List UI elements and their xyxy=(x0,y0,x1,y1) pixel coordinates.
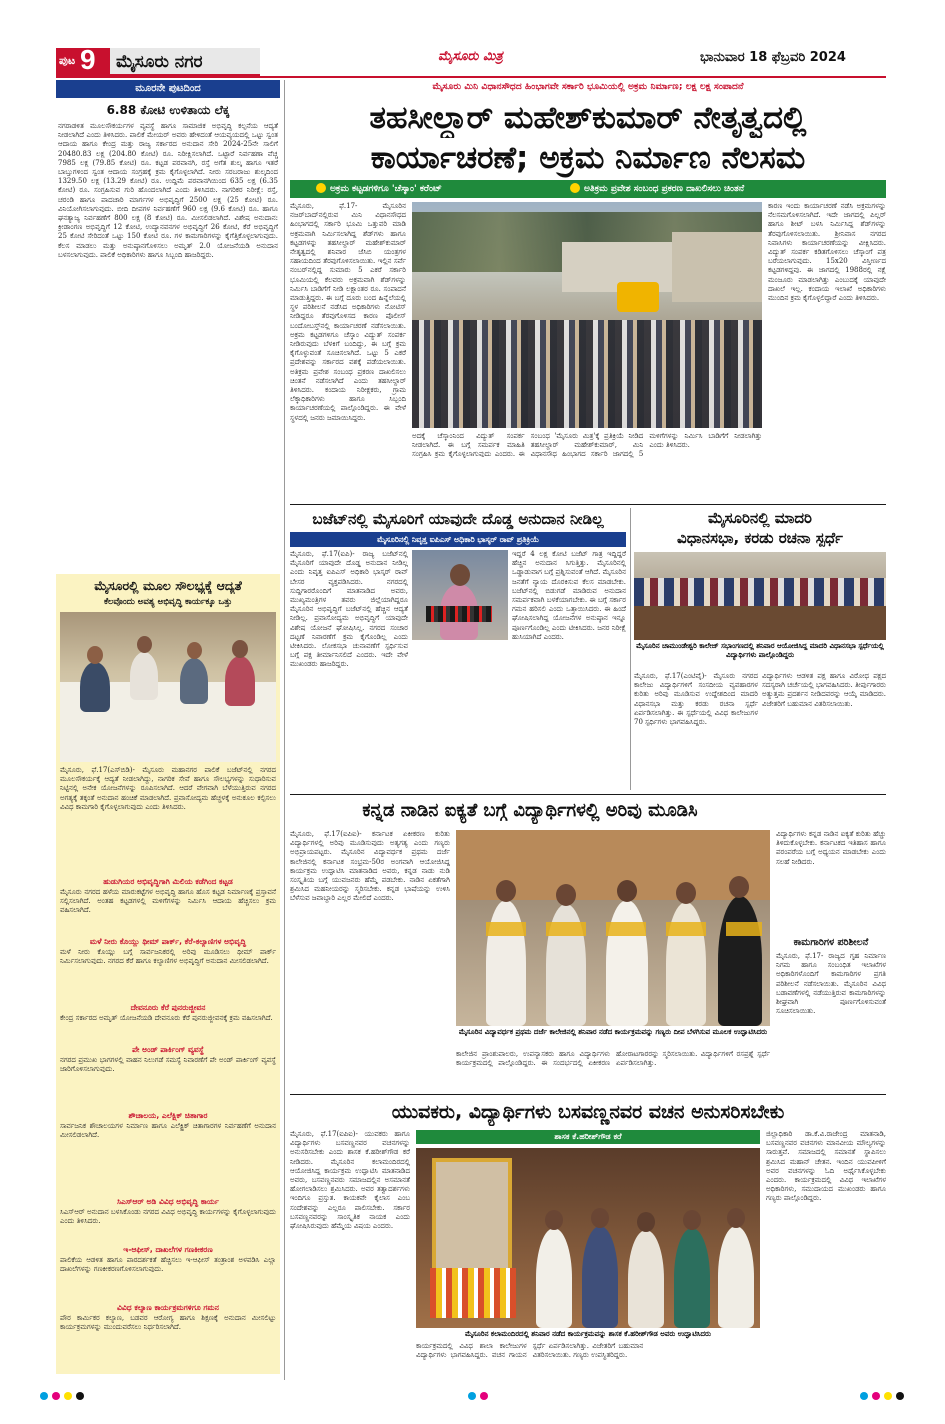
budget-story xyxy=(290,508,626,790)
basavanna-story xyxy=(290,1098,886,1380)
infra-body: ಮೈಸೂರು, ಫೆ.17(ಎಸ್‌ಬಿಡಿ)- ಮೈಸೂರು ಮಹಾನಗರ ಪಾಲಿಕೆ ಬಜೆಟ್‌ನಲ್ಲಿ ನಗರದ ಮೂಲಸೌಕರ್ಯಕ್ಕೆ ಆದ್ಯತೆ ನೀಡಲಾಗಿದ್ದು, ನಾಗರಿಕ ಸೇವೆ ಹಾಗೂ ಸೌಲಭ್ಯಗಳನ್ನು ಸುಧಾರಿಸುವ ನಿಟ್ಟಿನಲ್ಲಿ ಅನೇಕ ಯೋಜನೆಗಳನ್ನು ರೂಪಿಸಲಾಗಿದೆ. ಆದರೆ ವೇಗವಾಗಿ ಬೆಳೆಯುತ್ತಿರುವ ನಗರದ ಅಗತ್ಯಕ್ಕೆ ತಕ್ಕಂತೆ ಅನುದಾನ ಹಂಚಿಕೆ ಮಾಡಲಾಗಿದೆ. ಪ್ರವಾಸೋದ್ಯಮ ಹೆಚ್ಚಳಕ್ಕೆ ಅನುಕೂಲ ಕಲ್ಪಿಸಲು ವಿವಿಧ ಕಾಮಗಾರಿ ಕೈಗೊಳ್ಳಲಾಗುವುದು ಎಂದು ತಿಳಿಸಿದರು. xyxy=(60,766,276,811)
hall-desks xyxy=(634,604,886,640)
section-name: ಮೈಸೂರು ನಗರ xyxy=(116,52,203,72)
kannada-body-b: ಕಾಲೇಜಿನ ಪ್ರಾಂಶುಪಾಲರು, ಉಪನ್ಯಾಸಕರು ಹಾಗೂ ವಿದ್ಯಾರ್ಥಿಗಳು ಕಾರ್ಯಕ್ರಮದಲ್ಲಿ ಪಾಲ್ಗೊಂಡಿದ್ದರು. ಈ ಸಂದರ್ಭದಲ್ಲಿ ಏಕೀಕರಣ ಹೋರಾಟಗಾರರನ್ನು ಸ್ಮರಿಸಲಾಯಿತು. ವಿದ್ಯಾರ್ಥಿಗಳಿಗೆ ರಸಪ್ರಶ್ನೆ ಸ್ಪರ್ಧೆ ಏರ್ಪಡಿಸಲಾಗಿತ್ತು. xyxy=(456,1050,770,1068)
basavanna-body: ಮೈಸೂರು, ಫೆ.17(ಐಪಿಐ)- ಯುವಕರು ಹಾಗೂ ವಿದ್ಯಾರ್ಥಿಗಳು ಬಸವಣ್ಣನವರ ವಚನಗಳನ್ನು ಅನುಸರಿಸಬೇಕು ಎಂದು ಶಾಸಕ ಕೆ.ಹರೀಶ್‌ಗೌಡ ಕರೆ ನೀಡಿದರು. ಮೈಸೂರಿನ ಕಲಾಮಂದಿರದಲ್ಲಿ ಆಯೋಜಿಸಿದ್ದ ಕಾರ್ಯಕ್ರಮ ಉದ್ಘಾಟಿಸಿ ಮಾತನಾಡಿದ ಅವರು, ಬಸವಣ್ಣನವರು ಸಮಾಜದಲ್ಲಿನ ಅಸಮಾನತೆ ಹೋಗಲಾಡಿಸಲು ಶ್ರಮಿಸಿದರು. ಅವರ ತತ್ವಾದರ್ಶಗಳು ಇಂದಿಗೂ ಪ್ರಸ್ತುತ. ಕಾಯಕವೇ ಕೈಲಾಸ ಎಂಬ ಸಂದೇಶವನ್ನು ಎಲ್ಲರೂ ಪಾಲಿಸಬೇಕು. ಸರ್ಕಾರ ಬಸವಣ್ಣನವರನ್ನು ಸಾಂಸ್ಕೃತಿಕ ನಾಯಕ ಎಂದು ಘೋಷಿಸಿರುವುದು ಹೆಮ್ಮೆಯ ವಿಷಯ ಎಂದರು. xyxy=(290,1130,410,1231)
column-rule-mid xyxy=(630,508,631,790)
masthead xyxy=(0,0,945,76)
sub-body-1: ಮೈಸೂರು ನಗರದ ಹಳೆಯ ಮಾರುಕಟ್ಟೆಗಳ ಅಭಿವೃದ್ಧಿ ಹಾಗೂ ಹೊಸ ಕಟ್ಟಡ ನಿರ್ಮಾಣಕ್ಕೆ ಪ್ರಸ್ತಾವನೆ ಸಲ್ಲಿಸಲಾಗಿದೆ. ಅಂತಹ ಕಟ್ಟಡಗಳಲ್ಲಿ ಮಳಿಗೆಗಳನ್ನು ನಿರ್ಮಿಸಿ ಆದಾಯ ಹೆಚ್ಚಿಸಲು ಕ್ರಮ ವಹಿಸಲಾಗಿದೆ. xyxy=(60,888,276,915)
lead-bullet-1: ಅಕ್ರಮ ಕಟ್ಟಡಗಳಿಗೂ 'ಚೆಸ್ಕಾಂ' ಕರೆಂಟ್ xyxy=(330,184,442,194)
kannada-body: ಮೈಸೂರು, ಫೆ.17(ಐಪಿಐ)- ಕರ್ನಾಟಕ ಏಕೀಕರಣ ಕುರಿತು ವಿದ್ಯಾರ್ಥಿಗಳಲ್ಲಿ ಅರಿವು ಮೂಡಿಸುವುದು ಅತ್ಯಗತ್ಯ ಎಂದು ಗಣ್ಯರು ಅಭಿಪ್ರಾಯಪಟ್ಟರು. ಮೈಸೂರಿನ ವಿದ್ಯಾವರ್ಧಕ ಪ್ರಥಮ ದರ್ಜೆ ಕಾಲೇಜಿನಲ್ಲಿ ಕರ್ನಾಟಕ ಸಂಭ್ರಮ-50ರ ಅಂಗವಾಗಿ ಆಯೋಜಿಸಿದ್ದ ಕಾರ್ಯಕ್ರಮ ಉದ್ಘಾಟಿಸಿ ಮಾತನಾಡಿದ ಅವರು, ಕನ್ನಡ ನಾಡು ನುಡಿ ಸಂಸ್ಕೃತಿಯ ಬಗ್ಗೆ ಯುವಜನರು ಹೆಮ್ಮೆ ಪಡಬೇಕು. ನಾಡಿನ ಏಕತೆಗಾಗಿ ಶ್ರಮಿಸಿದ ಮಹನೀಯರನ್ನು ಸ್ಮರಿಸಬೇಕು. ಕನ್ನಡ ಭಾಷೆಯನ್ನು ಉಳಿಸಿ ಬೆಳೆಸುವ ಜವಾಬ್ದಾರಿ ಎಲ್ಲರ ಮೇಲಿದೆ ಎಂದರು. xyxy=(290,830,450,903)
model-caption: ಮೈಸೂರಿನ ಚಾಮುಂಡೇಶ್ವರಿ ಕಾಲೇಜ್ ಸಭಾಂಗಣದಲ್ಲಿ ಶನಿವಾರ ಆಯೋಜಿಸಿದ್ದ ಮಾದರಿ ವಿಧಾನಸಭಾ ಸ್ಪರ್ಧೆಯಲ್ಲಿ ವಿದ್ಯಾರ್ಥಿಗಳು ಪಾಲ್ಗೊಂಡಿದ್ದರು xyxy=(636,642,884,659)
sub-body-5: ಸಾರ್ವಜನಿಕ ಶೌಚಾಲಯಗಳ ನಿರ್ಮಾಣ ಹಾಗೂ ಎಲೆಕ್ಟ್ರಿಕ್ ಚಿತಾಗಾರಗಳ ನಿರ್ವಹಣೆಗೆ ಅನುದಾನ ಮೀಸಲಿಡಲಾಗಿದೆ. xyxy=(60,1122,276,1140)
sub-title-1: ಹುಡುಗಿಯರ ಅಭಿವೃದ್ಧಿಗಾಗಿ ಮಿಲಿಯ ಕಡೆಗಿಂದ ಕಟ್ಟಡ xyxy=(103,877,233,886)
bullet-dot-1 xyxy=(316,183,326,193)
lead-right-body: ಕಾರಣ ಇಂದು ಕಾರ್ಯಾಚರಣೆ ನಡೆಸಿ ಅಕ್ರಮಗಳನ್ನು ನೆಲಸಮಗೊಳಿಸಲಾಗಿದೆ. ಇದೇ ಜಾಗದಲ್ಲಿ ಪಿಲ್ಲರ್ ಹಾಗೂ ಶೀಟ್ ಬಳಸಿ ನಿರ್ಮಿಸಿದ್ದ ಶೆಡ್‌ಗಳನ್ನು ತೆರವುಗೊಳಿಸಲಾಯಿತು. ಶ್ರೀನಿವಾಸ ನಗರದ ನಿವಾಸಿಗಳು ಕಾರ್ಯಾಚರಣೆಯನ್ನು ವೀಕ್ಷಿಸಿದರು. ವಿದ್ಯುತ್ ಸಂಪರ್ಕ ಕಡಿತಗೊಳಿಸಲು ಚೆಸ್ಕಾಂಗೆ ಪತ್ರ ಬರೆಯಲಾಗುವುದು. 15x20 ವಿಸ್ತೀರ್ಣದ ಕಟ್ಟಡಗಳಿದ್ದವು. ಈ ಜಾಗದಲ್ಲಿ 1988ರಲ್ಲಿ ನಕ್ಷೆ ಮಂಜೂರು ಮಾಡಲಾಗಿತ್ತು ಎಂಬುದಕ್ಕೆ ಯಾವುದೇ ದಾಖಲೆ ಇಲ್ಲ. ಕಂದಾಯ ಇಲಾಖೆ ಅಧಿಕಾರಿಗಳು ಮುಂದಿನ ಕ್ರಮ ಕೈಗೊಳ್ಳಲಿದ್ದಾರೆ ಎಂದು ತಿಳಿಸಿದರು. xyxy=(768,202,886,303)
sub-title-8: ವಿವಿಧ ಕಲ್ಯಾಣ ಕಾರ್ಯಕ್ರಮಗಳಿಗೂ ಗಮನ xyxy=(117,1303,219,1312)
lead-kicker: ಮೈಸೂರು ಮಿನಿ ವಿಧಾನಸೌಧದ ಹಿಂಭಾಗವೇ ಸರ್ಕಾರಿ ಭೂಮಿಯಲ್ಲಿ ಅಕ್ರಮ ನಿರ್ಮಾಣ; ಲಕ್ಷ ಲಕ್ಷ ಸಂಪಾದನೆ xyxy=(432,81,744,92)
sub-body-3: ಕೇಂದ್ರ ಸರ್ಕಾರದ ಅಮೃತ್ ಯೋಜನೆಯಡಿ ದೇವನೂರು ಕೆರೆ ಪುನರುಜ್ಜೀವನಕ್ಕೆ ಕ್ರಮ ವಹಿಸಲಾಗಿದೆ. xyxy=(60,1014,273,1022)
basavanna-right-body: ಜಿಲ್ಲಾಧಿಕಾರಿ ಡಾ.ಕೆ.ವಿ.ರಾಜೇಂದ್ರ ಮಾತನಾಡಿ, ಬಸವಣ್ಣನವರ ವಚನಗಳು ಮಾನವೀಯ ಮೌಲ್ಯಗಳನ್ನು ಸಾರುತ್ತವೆ. ಸಮಾಜದಲ್ಲಿ ಸಮಾನತೆ ಸ್ಥಾಪಿಸಲು ಶ್ರಮಿಸಿದ ಮಹಾನ್ ಚೇತನ. ಇಂದಿನ ಯುವಪೀಳಿಗೆ ಅವರ ವಚನಗಳನ್ನು ಓದಿ ಅರ್ಥೈಸಿಕೊಳ್ಳಬೇಕು ಎಂದರು. ಕಾರ್ಯಕ್ರಮದಲ್ಲಿ ವಿವಿಧ ಇಲಾಖೆಗಳ ಅಧಿಕಾರಿಗಳು, ಸಮುದಾಯದ ಮುಖಂಡರು ಹಾಗೂ ಗಣ್ಯರು ಪಾಲ್ಗೊಂಡಿದ್ದರು. xyxy=(766,1130,886,1203)
works-review-body: ಮೈಸೂರು, ಫೆ.17- ರಾಜ್ಯದ ಗೃಹ ನಿರ್ಮಾಣ ನಿಗಮ ಹಾಗೂ ಸಂಬಂಧಿತ ಇಲಾಖೆಗಳ ಅಧಿಕಾರಿಗಳೊಂದಿಗೆ ಕಾಮಗಾರಿಗಳ ಪ್ರಗತಿ ಪರಿಶೀಲನೆ ನಡೆಸಲಾಯಿತು. ಮೈಸೂರಿನ ವಿವಿಧ ಬಡಾವಣೆಗಳಲ್ಲಿ ನಡೆಯುತ್ತಿರುವ ಕಾಮಗಾರಿಗಳನ್ನು ಶೀಘ್ರವಾಗಿ ಪೂರ್ಣಗೊಳಿಸುವಂತೆ ಸೂಚಿಸಲಾಯಿತು. xyxy=(776,952,886,1016)
lead-bullet-2: ಅತಿಕ್ರಮ ಪ್ರವೇಶ ಸಂಬಂಧ ಪ್ರಕರಣ ದಾಖಲಿಸಲು ಚಿಂತನೆ xyxy=(584,184,745,194)
model-headline-1: ಮೈಸೂರಿನಲ್ಲಿ ಮಾದರಿ xyxy=(708,509,812,527)
sub-title-2: ಮಳೆ ನೀರು ಕೊಯ್ಲು ಥೀಮ್ ಪಾರ್ಕ್, ಕೆರೆ-ಕಲ್ಯಾಣಿಗಳ ಅಭಿವೃದ್ಧಿ xyxy=(89,937,247,946)
microphones xyxy=(426,606,492,622)
works-review-title: ಕಾಮಗಾರಿಗಳ ಪರಿಶೀಲನೆ xyxy=(793,937,869,948)
issue-date: ಭಾನುವಾರ 18 ಫೆಬ್ರವರಿ 2024 xyxy=(700,50,846,65)
kannada-unity-story xyxy=(290,798,886,1092)
kannada-right-body: ವಿದ್ಯಾರ್ಥಿಗಳು ಕನ್ನಡ ನಾಡಿನ ಐಕ್ಯತೆ ಕುರಿತು ಹೆಚ್ಚು ತಿಳಿದುಕೊಳ್ಳಬೇಕು. ಕರ್ನಾಟಕದ ಇತಿಹಾಸ ಹಾಗೂ ಪರಂಪರೆಯ ಬಗ್ಗೆ ಅಧ್ಯಯನ ಮಾಡಬೇಕು ಎಂದು ಸಲಹೆ ನೀಡಿದರು. xyxy=(776,830,886,866)
lead-headline-2: ಕಾರ್ಯಾಚರಣೆ; ಅಕ್ರಮ ನಿರ್ಮಾಣ ನೆಲಸಮ xyxy=(370,140,806,176)
students-row xyxy=(634,578,886,606)
sub-title-3: ದೇವನೂರು ಕೆರೆ ಪುನರುಜ್ಜೀವನ xyxy=(130,1003,206,1012)
infra-subhead: ಕೆಲವೊಂದು ಅವಶ್ಯ ಅಭಿವೃದ್ಧಿ ಕಾರ್ಯಕ್ಕೂ ಒತ್ತು xyxy=(103,597,233,607)
model-body: ಮೈಸೂರು, ಫೆ.17(ಎಂಟಿವೈ)- ಮೈಸೂರು ನಗರದ ಕಾಲೇಜು ವಿದ್ಯಾರ್ಥಿಗಳಿಗೆ ಸಂಸದೀಯ ವ್ಯವಹಾರಗಳ ಕುರಿತು ಅರಿವು ಮೂಡಿಸುವ ಉದ್ದೇಶದಿಂದ ಮಾದರಿ ವಿಧಾನಸಭಾ ಮತ್ತು ಕರಡು ರಚನಾ ಸ್ಪರ್ಧೆ ಏರ್ಪಡಿಸಲಾಗಿತ್ತು. ಈ ಸ್ಪರ್ಧೆಯಲ್ಲಿ ವಿವಿಧ ಕಾಲೇಜುಗಳ 70 ಸ್ಪರ್ಧಿಗಳು ಭಾಗವಹಿಸಿದ್ದರು. xyxy=(634,672,758,727)
crowd xyxy=(412,320,762,428)
sub-title-5: ಶೌಚಾಲಯ, ಎಲೆಕ್ಟ್ರಿಕ್ ಚಿತಾಗಾರ xyxy=(128,1111,208,1120)
page-number: 9 xyxy=(80,44,96,75)
kannada-headline: ಕನ್ನಡ ನಾಡಿನ ಐಕ್ಯತೆ ಬಗ್ಗೆ ವಿದ್ಯಾರ್ಥಿಗಳಲ್ಲಿ ಅರಿವು ಮೂಡಿಸಿ xyxy=(362,800,698,821)
basavanna-subhead: ಶಾಸಕ ಕೆ.ಹರೀಶ್‌ಗೌಡ ಕರೆ xyxy=(416,1130,760,1144)
building-right xyxy=(672,232,762,302)
basavanna-headline: ಯುವಕರು, ವಿದ್ಯಾರ್ಥಿಗಳು ಬಸವಣ್ಣನವರ ವಚನ ಅನುಸರಿಸಬೇಕು xyxy=(391,1101,785,1123)
continued-label: ಮೂರನೇ ಪುಟದಿಂದ xyxy=(56,80,280,98)
paper-name: ಮೈಸೂರು ಮಿತ್ರ xyxy=(438,49,503,64)
continued-body: ನಗರಾಡಳಿತ ಮೂಲಸೌಕರ್ಯಗಳ ವ್ಯವಸ್ಥೆ ಹಾಗೂ ಸಾಮಾಜಿಕ ಅಭಿವೃದ್ಧಿ ಕಲ್ಪನೆಯ ಆದ್ಯತೆ ನೀಡಲಾಗಿದೆ ಎಂದು ತಿಳಿಸಿದರು. ಪಾಲಿಕೆ ಮೇಯರ್ ಅವರು ಹೇಳಿದಂತೆ ಆಯವ್ಯಯದಲ್ಲಿ ಒಟ್ಟು ಸ್ವಂತ ಆದಾಯ ಹಾಗೂ ಕೇಂದ್ರ ಮತ್ತು ರಾಜ್ಯ ಸರ್ಕಾರದ ಅನುದಾನ ಸೇರಿ 2024-25ನೇ ಸಾಲಿಗೆ 20480.83 ಲಕ್ಷ (204.80 ಕೋಟಿ) ರೂ. ನಿರೀಕ್ಷಿಸಲಾಗಿದೆ. ಒಟ್ಟಾರೆ ನಿರ್ವಹಣಾ ವೆಚ್ಚ 7985 ಲಕ್ಷ (79.85 ಕೋಟಿ) ರೂ. ಕಟ್ಟಡ ಪರವಾನಗಿ, ರಸ್ತೆ ಅಗೆತ ಶುಲ್ಕ ಹಾಗೂ ಇತರೆ ಬಾಬ್ತುಗಳಿಂದ ಸ್ವಂತ ಆದಾಯ ಸಂಗ್ರಹಕ್ಕೆ ಕ್ರಮ ಕೈಗೊಳ್ಳಲಾಗಿದೆ. ನೀರು ಸರಬರಾಜು ಶುಲ್ಕದಿಂದ 1329.50 ಲಕ್ಷ (13.29 ಕೋಟಿ) ರೂ. ಉದ್ದಿಮೆ ಪರವಾನಗಿಯಿಂದ 635 ಲಕ್ಷ (6.35 ಕೋಟಿ) ರೂ. ಸಂಗ್ರಹಿಸುವ ಗುರಿ ಹೊಂದಲಾಗಿದೆ ಎಂದು ತಿಳಿಸಿದರು. ನಾಗರಿಕರ ನಿರೀಕ್ಷೆ: ರಸ್ತೆ, ಚರಂಡಿ ಹಾಗೂ ಪಾದಚಾರಿ ಮಾರ್ಗಗಳ ಅಭಿವೃದ್ಧಿಗೆ 2500 ಲಕ್ಷ (25 ಕೋಟಿ) ರೂ. ವಿನಿಯೋಗಿಸಲಾಗುವುದು. ಬೀದಿ ದೀಪಗಳ ನಿರ್ವಹಣೆಗೆ 960 ಲಕ್ಷ (9.6 ಕೋಟಿ) ರೂ. ಹಾಗೂ ಘನತ್ಯಾಜ್ಯ ನಿರ್ವಹಣೆಗೆ 800 ಲಕ್ಷ (8 ಕೋಟಿ) ರೂ. ಮೀಸಲಿಡಲಾಗಿದೆ. ವಿಶೇಷ ಅನುದಾನ: ಕ್ರೀಡಾಂಗಣ ಅಭಿವೃದ್ಧಿಗೆ 12 ಕೋಟಿ, ಉದ್ಯಾನವನಗಳ ಅಭಿವೃದ್ಧಿಗೆ 26 ಕೋಟಿ, ಕೆರೆ ಅಭಿವೃದ್ಧಿಗೆ 25 ಕೋಟಿ ಸೇರಿದಂತೆ ಒಟ್ಟು 150 ಕೋಟಿ ರೂ. ಗಳ ಕಾಮಗಾರಿಗಳನ್ನು ಕೈಗೆತ್ತಿಕೊಳ್ಳಲಾಗುವುದು. ಕೆಲಸ ಮಾಡಲು ಮತ್ತು ಅನುಷ್ಠಾನಗೊಳಿಸಲು ಅಮೃತ್ 2.0 ಯೋಜನೆಯಡಿ ಅನುದಾನ ಬಳಸಲಾಗುವುದು. ಪಾಲಿಕೆ ಅಧಿಕಾರಿಗಳು ಹಾಗೂ ಸಿಬ್ಬಂದಿ ಹಾಜರಿದ್ದರು. xyxy=(58,122,278,259)
scarves xyxy=(486,922,762,936)
press-meet-photo xyxy=(412,550,508,640)
left-column xyxy=(56,80,280,1380)
jcb-excavator xyxy=(617,282,659,312)
model-assembly-story xyxy=(634,508,886,790)
kannada-caption: ಮೈಸೂರಿನ ವಿದ್ಯಾವರ್ಧಕ ಪ್ರಥಮ ದರ್ಜೆ ಕಾಲೇಜಿನಲ್ಲಿ ಶನಿವಾರ ನಡೆದ ಕಾರ್ಯಕ್ರಮವನ್ನು ಗಣ್ಯರು ದೀಪ ಬೆಳಗಿಸುವ ಮೂಲಕ ಉದ್ಘಾಟಿಸಿದರು xyxy=(458,1028,768,1036)
infra-headline: ಮೈಸೂರಲ್ಲಿ ಮೂಲ ಸೌಲಭ್ಯಕ್ಕೆ ಆದ್ಯತೆ xyxy=(94,578,242,593)
model-headline-2: ವಿಧಾನಸಭಾ, ಕರಡು ರಚನಾ ಸ್ಪರ್ಧೆ xyxy=(677,529,843,547)
model-body-b: ವಿದ್ಯಾರ್ಥಿಗಳು ಆಡಳಿತ ಪಕ್ಷ ಹಾಗೂ ವಿರೋಧ ಪಕ್ಷದ ಸದಸ್ಯರಾಗಿ ಚರ್ಚೆಯಲ್ಲಿ ಭಾಗವಹಿಸಿದರು. ತೀರ್ಪುಗಾರರು ಅತ್ಯುತ್ತಮ ಪ್ರದರ್ಶನ ನೀಡಿದವರನ್ನು ಆಯ್ಕೆ ಮಾಡಿದರು. ವಿಜೇತರಿಗೆ ಬಹುಮಾನ ವಿತರಿಸಲಾಯಿತು. xyxy=(762,672,886,708)
color-registration-marks xyxy=(0,1384,945,1404)
sub-title-6: ಸಿಎಸ್‌ಆರ್ ಅಡಿ ವಿವಿಧ ಅಭಿವೃದ್ಧಿ ಕಾರ್ಯ xyxy=(117,1197,219,1206)
lead-story xyxy=(290,78,886,502)
flower-garlands xyxy=(430,1268,516,1318)
budget-subhead: ಮೈಸೂರಿನಲ್ಲಿ ನಿವೃತ್ತ ಐಪಿಎಸ್ ಅಧಿಕಾರಿ ಭಾಸ್ಕರ್ ರಾವ್ ಪ್ರತಿಕ್ರಿಯೆ xyxy=(290,532,626,547)
budget-headline: ಬಜೆಟ್‌ನಲ್ಲಿ ಮೈಸೂರಿಗೆ ಯಾವುದೇ ದೊಡ್ಡ ಅನುದಾನ ನೀಡಿಲ್ಲ xyxy=(312,510,604,528)
demolition-photo xyxy=(412,202,762,428)
lead-bottom-rule xyxy=(290,504,886,505)
column-rule-left xyxy=(284,80,285,1380)
budget-body-b: ಇದ್ದರೆ 4 ಲಕ್ಷ ಕೋಟಿ ಬಜೆಟ್ ಗಾತ್ರ ಇದ್ದಿದ್ದರೆ ಹೆಚ್ಚಿನ ಅನುದಾನ ಸಿಗುತ್ತಿತ್ತು. ಮೈಸೂರಿನಲ್ಲಿ ಒಡ್ಡಾಡುವಾಗ ಬಗ್ಗೆ ಪ್ರಶ್ನಿಸುವಂತೆ ಆಗಿದೆ. ಮೈಸೂರಿನ ಜನತೆಗೆ ನ್ಯಾಯ ದೊರಕಿಸುವ ಕೆಲಸ ಮಾಡಬೇಕು. ಬಜೆಟ್‌ನಲ್ಲಿ ಬಿಡುಗಡೆ ಮಾಡಿರುವ ಅನುದಾನ ಸಮರ್ಪಕವಾಗಿ ಬಳಕೆಯಾಗಬೇಕು. ಈ ಬಗ್ಗೆ ಸರ್ಕಾರ ಗಮನ ಹರಿಸಲಿ ಎಂದು ಒತ್ತಾಯಿಸಿದರು. ಈ ಹಿಂದೆ ಘೋಷಿಸಲಾಗಿದ್ದ ಯೋಜನೆಗಳ ಅನುಷ್ಠಾನ ಇನ್ನೂ ಪೂರ್ಣಗೊಂಡಿಲ್ಲ ಎಂದು ಟೀಕಿಸಿದರು. ಜನರ ನಿರೀಕ್ಷೆ ಹುಸಿಯಾಗಿದೆ ಎಂದರು. xyxy=(512,550,626,641)
lower-rule xyxy=(290,1094,886,1095)
basavanna-body-b: ಕಾರ್ಯಕ್ರಮದಲ್ಲಿ ವಿವಿಧ ಶಾಲಾ ಕಾಲೇಜುಗಳ ವಿದ್ಯಾರ್ಥಿಗಳು ಭಾಗವಹಿಸಿದ್ದರು. ವಚನ ಗಾಯನ ಸ್ಪರ್ಧೆ ಏರ್ಪಡಿಸಲಾಗಿತ್ತು. ವಿಜೇತರಿಗೆ ಬಹುಮಾನ ವಿತರಿಸಲಾಯಿತು. ಗಣ್ಯರು ಉಪಸ್ಥಿತರಿದ್ದರು. xyxy=(416,1342,644,1360)
sub-title-7: ಇ-ಆಫೀಸ್, ದಾಖಲೆಗಳ ಗಣಕೀಕರಣ xyxy=(123,1245,213,1254)
meeting-photo xyxy=(60,612,276,762)
bullet-dot-2 xyxy=(570,183,580,193)
assembly-hall-photo xyxy=(634,552,886,640)
basavanna-caption: ಮೈಸೂರಿನ ಕಲಾಮಂದಿರದಲ್ಲಿ ಶನಿವಾರ ನಡೆದ ಕಾರ್ಯಕ್ರಮವನ್ನು ಶಾಸಕ ಕೆ.ಹರೀಶ್‌ಗೌಡ ಅವರು ಉದ್ಘಾಟಿಸಿದರು xyxy=(465,1330,711,1338)
basavanna-event-photo xyxy=(416,1148,760,1328)
sub-title-4: ಪೇ ಅಂಡ್ ಪಾರ್ಕಿಂಗ್ ವ್ಯವಸ್ಥೆ xyxy=(132,1045,204,1054)
budget-body: ಮೈಸೂರು, ಫೆ.17(ಐಪಿ)- ರಾಜ್ಯ ಬಜೆಟ್‌ನಲ್ಲಿ ಮೈಸೂರಿಗೆ ಯಾವುದೇ ದೊಡ್ಡ ಅನುದಾನ ನೀಡಿಲ್ಲ ಎಂದು ನಿವೃತ್ತ ಐಪಿಎಸ್ ಅಧಿಕಾರಿ ಭಾಸ್ಕರ್ ರಾವ್ ಬೇಸರ ವ್ಯಕ್ತಪಡಿಸಿದರು. ನಗರದಲ್ಲಿ ಸುದ್ದಿಗಾರರೊಂದಿಗೆ ಮಾತನಾಡಿದ ಅವರು, ಮುಖ್ಯಮಂತ್ರಿಗಳ ತವರು ಜಿಲ್ಲೆಯಾಗಿದ್ದರೂ ಮೈಸೂರಿನ ಅಭಿವೃದ್ಧಿಗೆ ಬಜೆಟ್‌ನಲ್ಲಿ ಹೆಚ್ಚಿನ ಆದ್ಯತೆ ನೀಡಿಲ್ಲ. ಪ್ರವಾಸೋದ್ಯಮ ಅಭಿವೃದ್ಧಿಗೆ ಯಾವುದೇ ವಿಶೇಷ ಯೋಜನೆ ಘೋಷಿಸಿಲ್ಲ. ನಗರದ ಸಂಚಾರ ದಟ್ಟಣೆ ನಿವಾರಣೆಗೆ ಕ್ರಮ ಕೈಗೊಂಡಿಲ್ಲ ಎಂದು ಟೀಕಿಸಿದರು. ಲೋಕಸಭಾ ಚುನಾವಣೆಗೆ ಸ್ಪರ್ಧಿಸುವ ಬಗ್ಗೆ ಪಕ್ಷ ತೀರ್ಮಾನಿಸಲಿದೆ ಎಂದರು. ಇದೇ ವೇಳೆ ಮುಖಂಡರು ಹಾಜರಿದ್ದರು. xyxy=(290,550,408,669)
continued-title: 6.88 ಕೋಟಿ ಉಳಿತಾಯ ಲೆಕ್ಕ xyxy=(106,103,230,117)
sub-body-8: ಪೌರ ಕಾರ್ಮಿಕರ ಕಲ್ಯಾಣ, ಬಡವರ ಆರೋಗ್ಯ ಹಾಗೂ ಶಿಕ್ಷಣಕ್ಕೆ ಅನುದಾನ ಮೀಸಲಿಟ್ಟು ಕಾರ್ಯಕ್ರಮಗಳನ್ನು ಮುಂದುವರೆಸಲು ನಿರ್ಧರಿಸಲಾಗಿದೆ. xyxy=(60,1314,276,1332)
lead-body: ಮೈಸೂರು, ಫೆ.17- ಮೈಸೂರಿನ ನಜರ್‌ಬಾದ್‌ನಲ್ಲಿರುವ ಮಿನಿ ವಿಧಾನಸೌಧದ ಹಿಂಭಾಗದಲ್ಲಿ ಸರ್ಕಾರಿ ಭೂಮಿ ಒತ್ತುವರಿ ಮಾಡಿ ಅಕ್ರಮವಾಗಿ ನಿರ್ಮಿಸಲಾಗಿದ್ದ ಶೆಡ್‌ಗಳು ಹಾಗೂ ಕಟ್ಟಡಗಳನ್ನು ತಹಸೀಲ್ದಾರ್ ಮಹೇಶ್‌ಕುಮಾರ್ ನೇತೃತ್ವದಲ್ಲಿ ಶನಿವಾರ ಜೆಸಿಬಿ ಯಂತ್ರಗಳ ಸಹಾಯದಿಂದ ತೆರವುಗೊಳಿಸಲಾಯಿತು. ಇಲ್ಲಿನ ಸರ್ವೆ ನಂಬರ್‌ನಲ್ಲಿದ್ದ ಸುಮಾರು 5 ಎಕರೆ ಸರ್ಕಾರಿ ಭೂಮಿಯಲ್ಲಿ ಕೆಲವರು ಅಕ್ರಮವಾಗಿ ಶೆಡ್‌ಗಳನ್ನು ನಿರ್ಮಿಸಿ ಬಾಡಿಗೆಗೆ ನೀಡಿ ಲಕ್ಷಾಂತರ ರೂ. ಸಂಪಾದನೆ ಮಾಡುತ್ತಿದ್ದರು. ಈ ಬಗ್ಗೆ ದೂರು ಬಂದ ಹಿನ್ನೆಲೆಯಲ್ಲಿ ಸ್ಥಳ ಪರಿಶೀಲನೆ ನಡೆಸಿದ ಅಧಿಕಾರಿಗಳು ನೋಟಿಸ್ ನೀಡಿದ್ದರೂ ತೆರವುಗೊಳಿಸದ ಕಾರಣ ಪೊಲೀಸ್ ಬಂದೋಬಸ್ತ್‌ನಲ್ಲಿ ಕಾರ್ಯಾಚರಣೆ ನಡೆಸಲಾಯಿತು. ಅಕ್ರಮ ಕಟ್ಟಡಗಳಿಗೂ ಚೆಸ್ಕಾಂ ವಿದ್ಯುತ್ ಸಂಪರ್ಕ ನೀಡಿರುವುದು ಬೆಳಕಿಗೆ ಬಂದಿದ್ದು, ಈ ಬಗ್ಗೆ ಕ್ರಮ ಕೈಗೊಳ್ಳುವಂತೆ ಸೂಚಿಸಲಾಗಿದೆ. ಒಟ್ಟು 5 ಎಕರೆ ಪ್ರದೇಶವನ್ನು ಸರ್ಕಾರದ ವಶಕ್ಕೆ ಪಡೆಯಲಾಯಿತು. ಅತಿಕ್ರಮ ಪ್ರವೇಶ ಸಂಬಂಧ ಪ್ರಕರಣ ದಾಖಲಿಸಲು ಚಿಂತನೆ ನಡೆಸಲಾಗಿದೆ ಎಂದು ತಹಸೀಲ್ದಾರ್ ತಿಳಿಸಿದರು. ಕಂದಾಯ ನಿರೀಕ್ಷಕರು, ಗ್ರಾಮ ಲೆಕ್ಕಾಧಿಕಾರಿಗಳು ಹಾಗೂ ಸಿಬ್ಬಂದಿ ಕಾರ್ಯಾಚರಣೆಯಲ್ಲಿ ಪಾಲ್ಗೊಂಡಿದ್ದರು. ಈ ವೇಳೆ ಸ್ಥಳದಲ್ಲಿ ಜನರು ಜಮಾಯಿಸಿದ್ದರು. xyxy=(290,202,406,422)
lead-headline-1: ತಹಸೀಲ್ದಾರ್ ಮಹೇಶ್‌ಕುಮಾರ್ ನೇತೃತ್ವದಲ್ಲಿ xyxy=(369,100,807,136)
mid-rule xyxy=(290,794,886,795)
page-label: ಪುಟ xyxy=(59,54,76,67)
sub-body-6: ಸಿಎಸ್‌ಆರ್ ಅನುದಾನ ಬಳಸಿಕೊಂಡು ನಗರದ ವಿವಿಧ ಅಭಿವೃದ್ಧಿ ಕಾರ್ಯಗಳನ್ನು ಕೈಗೊಳ್ಳಲಾಗುವುದು ಎಂದು ತಿಳಿಸಿದರು. xyxy=(60,1208,276,1226)
sub-body-7: ಪಾಲಿಕೆಯ ಆಡಳಿತ ಹಾಗೂ ಪಾರದರ್ಶಕತೆ ಹೆಚ್ಚಿಸಲು ಇ-ಆಫೀಸ್ ತಂತ್ರಾಂಶ ಅಳವಡಿಸಿ ಎಲ್ಲಾ ದಾಖಲೆಗಳನ್ನು ಗಣಕೀಕರಣಗೊಳಿಸಲಾಗುವುದು. xyxy=(60,1256,276,1274)
sub-body-4: ನಗರದ ಪ್ರಮುಖ ಭಾಗಗಳಲ್ಲಿ ವಾಹನ ನಿಲುಗಡೆ ಸಮಸ್ಯೆ ನಿವಾರಣೆಗೆ ಪೇ ಅಂಡ್ ಪಾರ್ಕಿಂಗ್ ವ್ಯವಸ್ಥೆ ಜಾರಿಗೊಳಿಸಲಾಗುವುದು. xyxy=(60,1056,276,1074)
lead-lower-body: ಅದಕ್ಕೆ ಚೆಸ್ಕಾಂನಿಂದ ವಿದ್ಯುತ್ ಸಂಪರ್ಕ ನೀಡಲಾಗಿದೆ. ಈ ಬಗ್ಗೆ ಸಮರ್ಪಕ ಮಾಹಿತಿ ಸಂಗ್ರಹಿಸಿ ಕ್ರಮ ಕೈಗೊಳ್ಳಲಾಗುವುದು ಎಂದರು. ಈ ಸಂಬಂಧ 'ಮೈಸೂರು ಮಿತ್ರ'ಕ್ಕೆ ಪ್ರತಿಕ್ರಿಯೆ ನೀಡಿದ ತಹಸೀಲ್ದಾರ್ ಮಹೇಶ್‌ಕುಮಾರ್, ಮಿನಿ ವಿಧಾನಸೌಧ ಹಿಂಭಾಗದ ಸರ್ಕಾರಿ ಜಾಗದಲ್ಲಿ 5 ಮಳಿಗೆಗಳನ್ನು ನಿರ್ಮಿಸಿ ಬಾಡಿಗೆಗೆ ನೀಡಲಾಗಿತ್ತು ಎಂದು ತಿಳಿಸಿದರು. xyxy=(412,432,762,459)
lamp-lighting-photo xyxy=(456,830,770,1026)
sub-body-2: ಮಳೆ ನೀರು ಕೊಯ್ಲು ಬಗ್ಗೆ ಸಾರ್ವಜನಿಕರಲ್ಲಿ ಅರಿವು ಮೂಡಿಸಲು ಥೀಮ್ ಪಾರ್ಕ್ ನಿರ್ಮಿಸಲಾಗುವುದು. ನಗರದ ಕೆರೆ ಹಾಗೂ ಕಲ್ಯಾಣಿಗಳ ಅಭಿವೃದ್ಧಿಗೆ ಅನುದಾನ ಮೀಸಲಿಡಲಾಗಿದೆ. xyxy=(60,948,276,966)
